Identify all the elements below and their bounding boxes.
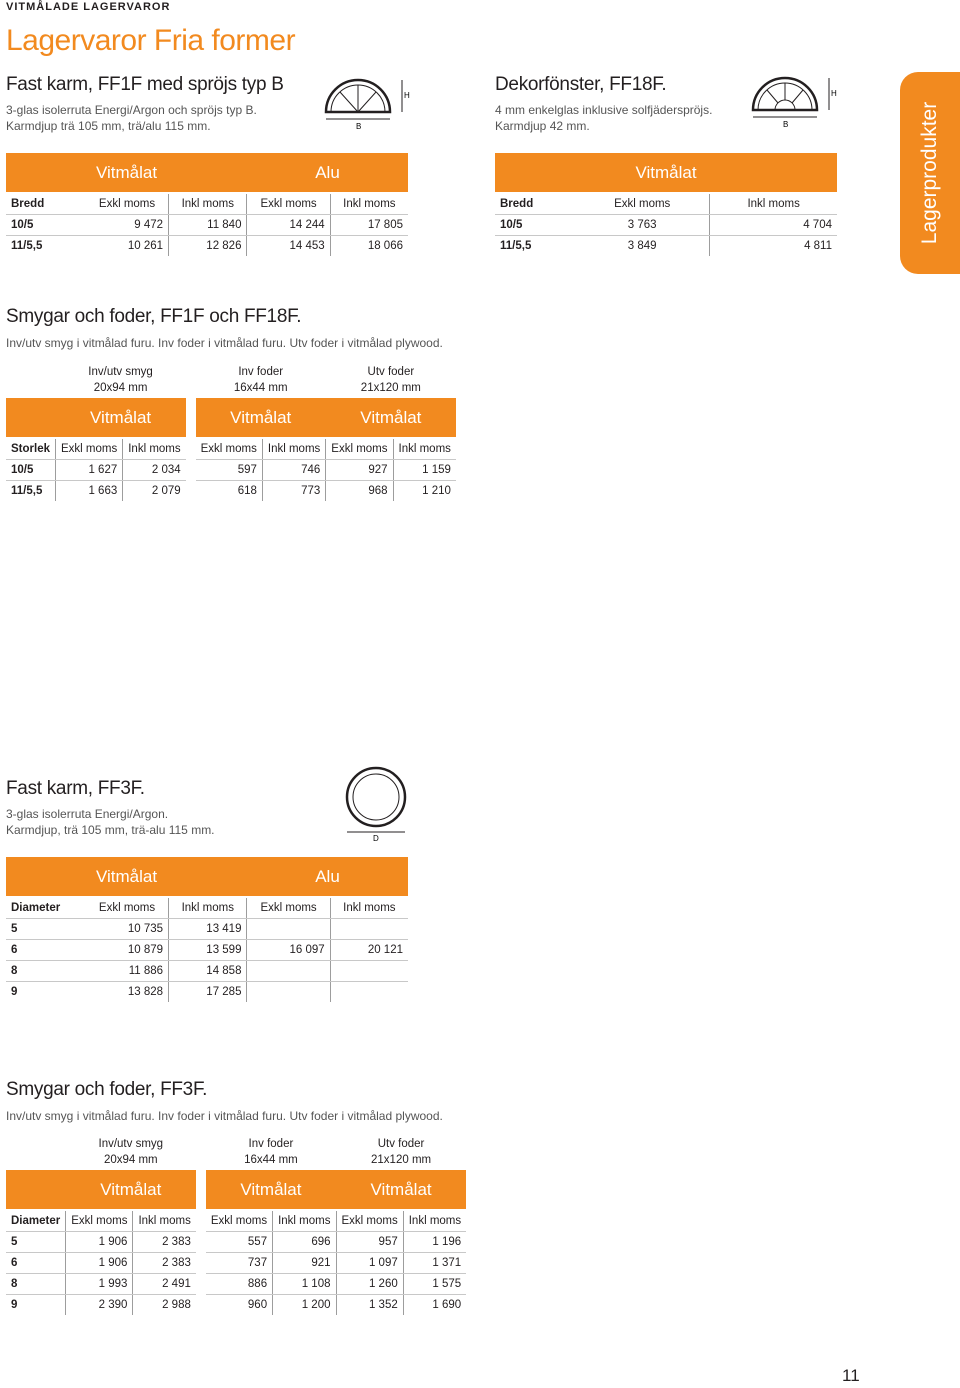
band-label: Vitmålat (6, 153, 247, 193)
table-cell: 2 383 (133, 1231, 196, 1252)
column-header: Exkl moms (336, 1210, 403, 1231)
band-label: Vitmålat (6, 857, 247, 897)
column-header: Exkl moms (86, 193, 169, 214)
table-cell: 927 (326, 459, 393, 480)
column-header: Diameter (6, 897, 86, 918)
column-header: Exkl moms (86, 897, 169, 918)
smygar1-title: Smygar och foder, FF1F och FF18F. (6, 306, 302, 327)
section-kicker: VITMÅLADE LAGERVAROR (6, 1, 171, 13)
band-label: Vitmålat (66, 1170, 196, 1210)
ff18f-desc-line-2: Karmdjup 42 mm. (495, 119, 590, 133)
column-header: Inkl moms (273, 1210, 336, 1231)
table-cell: 1 352 (336, 1294, 403, 1315)
table-cell: 2 079 (123, 480, 186, 501)
column-header: Inkl moms (123, 438, 186, 459)
table-row (6, 459, 456, 480)
ff1f-desc (6, 102, 257, 134)
ff1f-arch-diagram-icon (318, 72, 418, 132)
table-cell: 2 383 (133, 1252, 196, 1273)
ff1f-desc-line-1: 3-glas isolerruta Energi/Argon och spröjs typ B. (6, 103, 257, 117)
column-header: Inkl moms (393, 438, 456, 459)
table-cell: 886 (206, 1273, 273, 1294)
table-cell: 10/5 (6, 214, 86, 235)
table-cell: 1 906 (66, 1252, 133, 1273)
column-header: Inkl moms (403, 1210, 466, 1231)
table-cell: 773 (262, 480, 325, 501)
side-tab (900, 72, 960, 274)
table-row (6, 1252, 466, 1273)
table-cell: 17 805 (330, 214, 408, 235)
ff1f-desc-line-2: Karmdjup trä 105 mm, trä/alu 115 mm. (6, 119, 211, 133)
column-header: Inkl moms (330, 193, 408, 214)
table-cell (247, 960, 330, 981)
table-cell: 960 (247, 1298, 268, 1311)
ff18f-diagram-b: B (783, 120, 789, 129)
table-cell: 14 453 (247, 235, 330, 256)
table-row (6, 235, 408, 256)
sub-header (326, 362, 456, 398)
table-cell: 11/5,5 (11, 239, 43, 252)
table-row (6, 960, 408, 981)
band-label: Vitmålat (196, 398, 326, 438)
table-cell (330, 960, 408, 981)
table-cell: 1 159 (393, 459, 456, 480)
table-cell: 1 906 (66, 1231, 133, 1252)
page-title: Lagervaror Fria former (6, 24, 296, 57)
column-header: Exkl moms (247, 897, 330, 918)
table-cell: 6 (6, 939, 86, 960)
sub-header-line: 20x94 mm (103, 1154, 158, 1166)
table-cell: 957 (336, 1231, 403, 1252)
sub-header-line: 20x94 mm (93, 382, 148, 394)
ff3f-desc-line-2: Karmdjup, trä 105 mm, trä-alu 115 mm. (6, 823, 215, 837)
table-cell: 2 988 (133, 1294, 196, 1315)
column-header: Bredd (6, 193, 86, 214)
column-header: Storlek (6, 438, 56, 459)
table-cell (330, 918, 408, 939)
smygar1-price-table (6, 362, 456, 501)
table-cell: 1 575 (403, 1273, 466, 1294)
table-cell: 5 (6, 918, 86, 939)
table-cell: 1 371 (403, 1252, 466, 1273)
table-cell: 1 200 (273, 1294, 336, 1315)
column-header: Exkl moms (575, 193, 710, 214)
sub-header-line: 21x120 mm (371, 1154, 432, 1166)
table-cell: 2 034 (123, 459, 186, 480)
sub-header (206, 1134, 336, 1170)
table-cell: 9 472 (86, 214, 169, 235)
sub-header-line: Utv foder (367, 366, 415, 378)
ff18f-sunburst-diagram-icon (745, 70, 845, 130)
column-header: Exkl moms (196, 438, 263, 459)
column-header: Exkl moms (326, 438, 393, 459)
smygar1-desc: Inv/utv smyg i vitmålad furu. Inv foder i vitmålad furu. Utv foder i vitmålad plywood. (6, 336, 443, 350)
page-number: 11 (842, 1366, 860, 1385)
column-header: Inkl moms (262, 438, 325, 459)
table-cell: 10/5 (6, 459, 56, 480)
band-label: Vitmålat (206, 1170, 336, 1210)
column-header: Exkl moms (56, 438, 123, 459)
table-cell: 557 (206, 1231, 273, 1252)
sub-header-line: Inv foder (238, 366, 284, 378)
table-cell: 3 763 (575, 214, 710, 235)
sub-header-line: 21x120 mm (360, 382, 421, 394)
table-cell: 968 (326, 480, 393, 501)
column-header: Inkl moms (330, 897, 408, 918)
table-cell: 1 663 (56, 480, 123, 501)
column-header: Inkl moms (710, 193, 837, 214)
column-header: Exkl moms (247, 193, 330, 214)
ff3f-diagram-d: D (373, 834, 379, 843)
side-tab-label: Lagerprodukter (918, 101, 941, 245)
table-cell: 13 828 (127, 985, 164, 998)
table-cell: 6 (6, 1252, 66, 1273)
table-cell: 4 811 (710, 235, 837, 256)
sub-header-line: Inv foder (248, 1138, 294, 1150)
table-cell: 1 690 (403, 1294, 466, 1315)
table-cell: 618 (237, 484, 257, 497)
table-row (6, 939, 408, 960)
ff3f-price-table (6, 857, 408, 1002)
ff3f-desc-line-1: 3-glas isolerruta Energi/Argon. (6, 807, 169, 821)
column-header: Exkl moms (206, 1210, 273, 1231)
table-cell: 9 (11, 1298, 18, 1311)
table-cell: 10 261 (127, 239, 164, 252)
sub-header-line: 16x44 mm (244, 1154, 298, 1166)
ff1f-title: Fast karm, FF1F med spröjs typ B (6, 74, 284, 95)
table-cell: 696 (273, 1231, 336, 1252)
ff3f-title: Fast karm, FF3F. (6, 778, 145, 799)
sub-header-line: Inv/utv smyg (88, 366, 153, 378)
ff18f-desc (495, 102, 712, 134)
table-cell: 11 886 (86, 960, 169, 981)
table-cell: 1 993 (66, 1273, 133, 1294)
table-cell: 4 704 (710, 214, 837, 235)
table-row (495, 214, 837, 235)
sub-header (56, 362, 186, 398)
ff3f-desc (6, 806, 215, 838)
ff18f-desc-line-1: 4 mm enkelglas inklusive solfjäderspröjs. (495, 103, 713, 117)
table-cell: 746 (262, 459, 325, 480)
column-header: Exkl moms (66, 1210, 133, 1231)
table-cell: 1 196 (403, 1231, 466, 1252)
ff1f-diagram-b: B (356, 122, 362, 131)
table-cell: 8 (6, 960, 86, 981)
ff1f-price-table (6, 153, 408, 256)
band-label: Vitmålat (336, 1170, 466, 1210)
band-label: Vitmålat (326, 398, 456, 438)
table-cell: 2 491 (133, 1273, 196, 1294)
column-header: Inkl moms (169, 193, 247, 214)
table-cell: 1 210 (393, 480, 456, 501)
ff18f-price-table (495, 153, 837, 256)
band-label: Alu (247, 857, 408, 897)
table-cell: 8 (6, 1273, 66, 1294)
table-cell: 16 097 (247, 939, 330, 960)
table-cell: 1 627 (56, 459, 123, 480)
table-row (6, 1294, 466, 1315)
table-cell: 20 121 (330, 939, 408, 960)
smygar2-desc: Inv/utv smyg i vitmålad furu. Inv foder i vitmålad furu. Utv foder i vitmålad plywood. (6, 1109, 443, 1123)
table-row (6, 918, 408, 939)
band-label: Alu (247, 153, 408, 193)
table-cell: 1 260 (336, 1273, 403, 1294)
table-row (6, 1273, 466, 1294)
sub-header (66, 1134, 196, 1170)
table-cell: 1 108 (273, 1273, 336, 1294)
table-cell: 737 (206, 1252, 273, 1273)
table-cell (330, 981, 408, 1002)
table-cell: 921 (273, 1252, 336, 1273)
table-cell: 11/5,5 (11, 484, 43, 497)
sub-header (336, 1134, 466, 1170)
table-cell (247, 981, 330, 1002)
table-cell: 14 244 (247, 214, 330, 235)
column-header: Inkl moms (133, 1210, 196, 1231)
smygar2-title: Smygar och foder, FF3F. (6, 1079, 208, 1100)
table-cell: 17 285 (169, 981, 247, 1002)
column-header: Inkl moms (169, 897, 247, 918)
smygar2-price-table (6, 1134, 466, 1315)
table-cell: 3 849 (627, 239, 657, 252)
table-cell: 10 735 (86, 918, 169, 939)
ff18f-diagram-h: H (831, 89, 837, 98)
sub-header (196, 362, 326, 398)
table-cell: 1 097 (336, 1252, 403, 1273)
table-cell: 10 879 (86, 939, 169, 960)
ff3f-round-window-diagram-icon (340, 764, 414, 844)
sub-header-line: 16x44 mm (233, 382, 288, 394)
table-cell (247, 918, 330, 939)
table-row (6, 981, 408, 1002)
table-cell: 18 066 (330, 235, 408, 256)
table-cell: 14 858 (169, 960, 247, 981)
table-row (6, 480, 456, 501)
column-header: Bredd (495, 193, 575, 214)
table-cell: 597 (196, 459, 263, 480)
band-label: Vitmålat (495, 153, 837, 193)
table-cell: 2 390 (66, 1294, 133, 1315)
ff1f-diagram-h: H (404, 91, 410, 100)
sub-header-line: Utv foder (377, 1138, 425, 1150)
table-cell: 9 (11, 985, 18, 998)
table-cell: 11 840 (169, 214, 247, 235)
ff18f-title: Dekorfönster, FF18F. (495, 74, 667, 95)
table-cell: 13 419 (169, 918, 247, 939)
column-header: Diameter (6, 1210, 66, 1231)
table-row (6, 214, 408, 235)
table-cell: 10/5 (495, 214, 575, 235)
table-cell: 13 599 (169, 939, 247, 960)
table-row (6, 1231, 466, 1252)
sub-header-line: Inv/utv smyg (98, 1138, 164, 1150)
table-cell: 12 826 (169, 235, 247, 256)
table-row (495, 235, 837, 256)
table-cell: 11/5,5 (500, 239, 532, 252)
band-label: Vitmålat (56, 398, 186, 438)
table-cell: 5 (6, 1231, 66, 1252)
